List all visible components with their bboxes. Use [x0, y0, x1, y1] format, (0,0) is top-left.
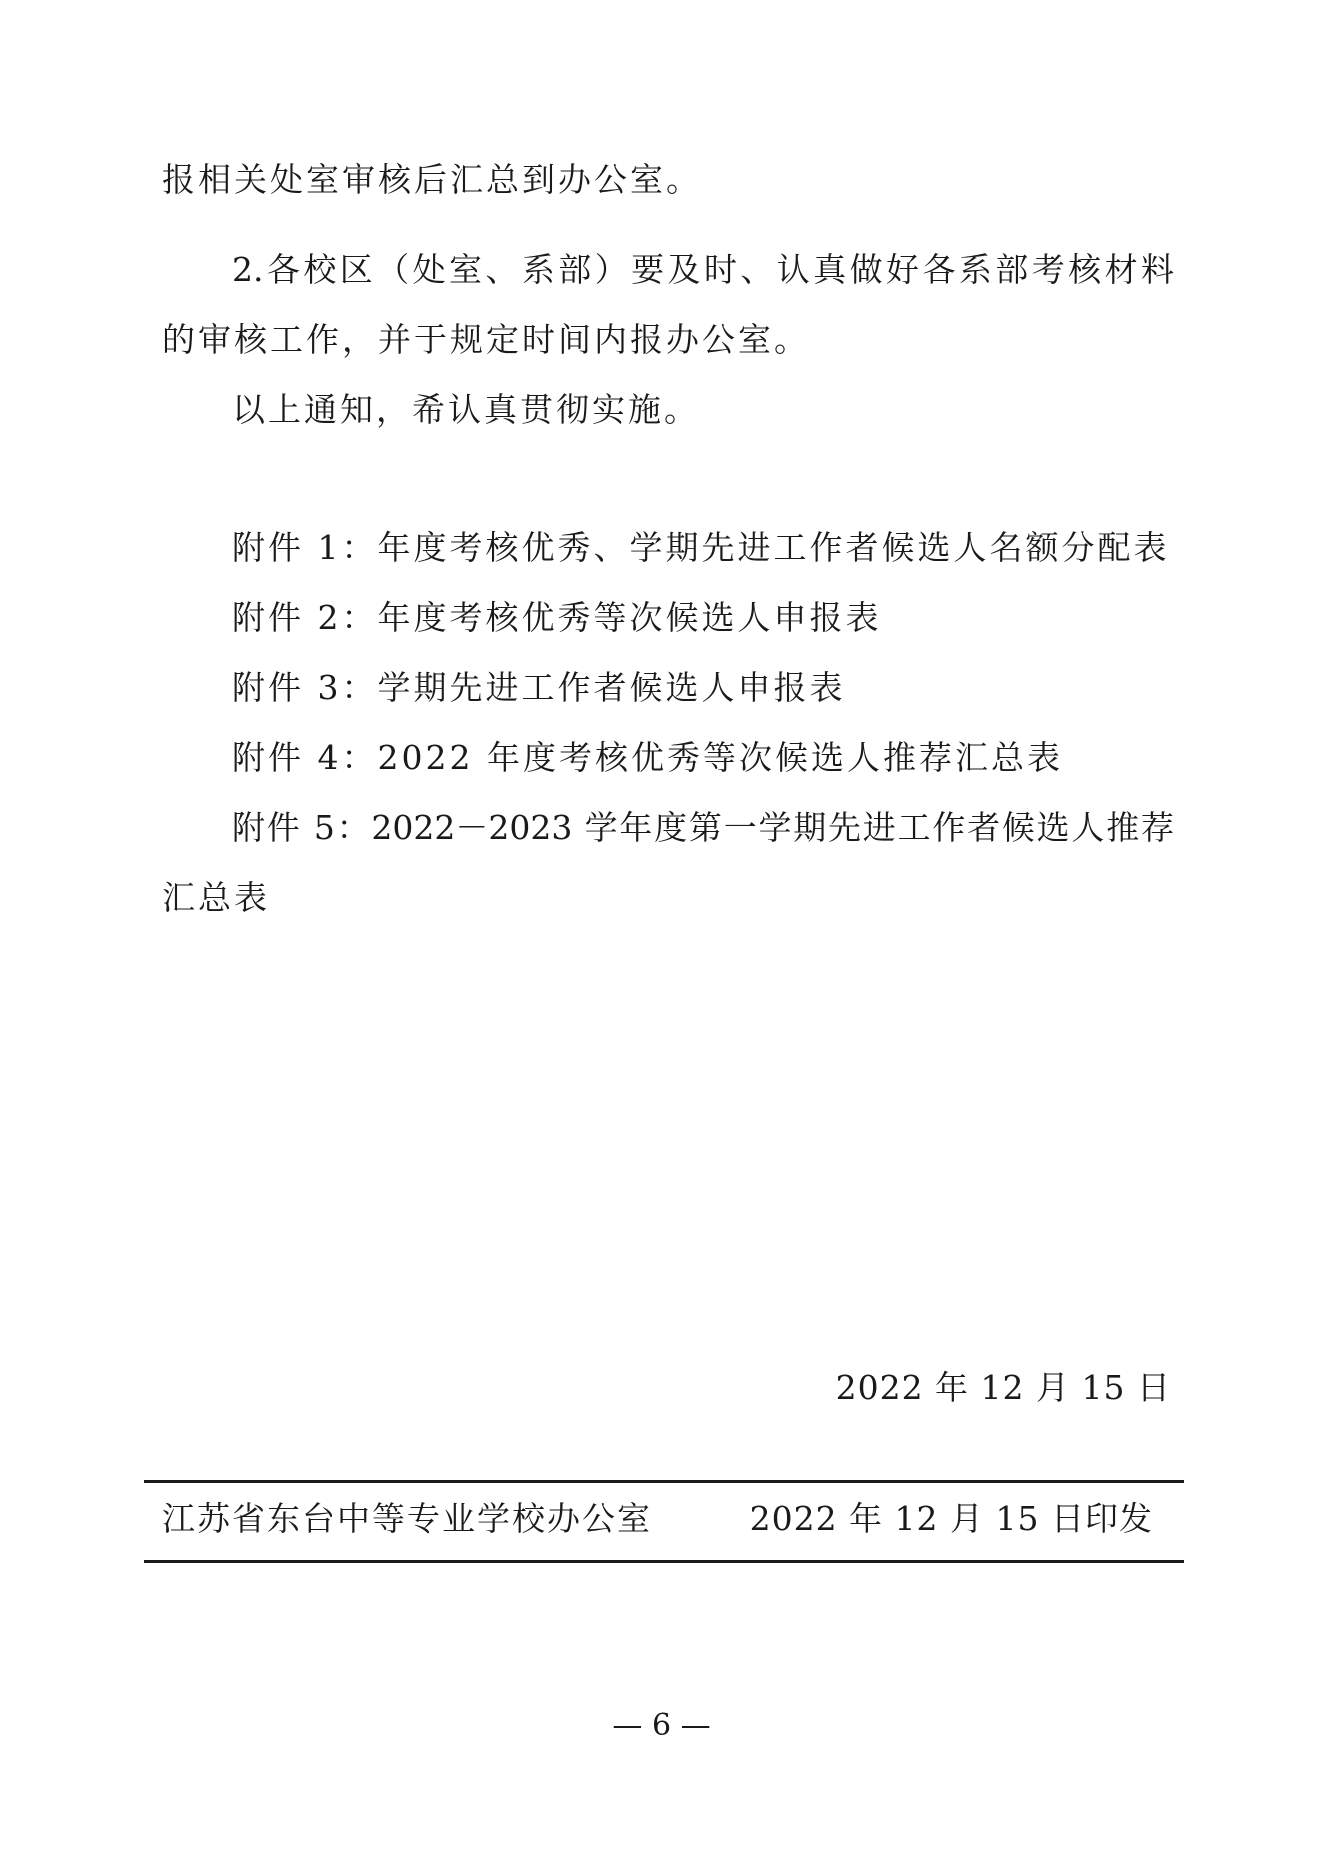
- issue-date: 2022 年 12 月 15 日印发: [749, 1499, 1153, 1538]
- footer-bottom-rule: [144, 1560, 1184, 1563]
- issuing-office: 江苏省东台中等专业学校办公室: [162, 1499, 652, 1538]
- document-date: 2022 年 12 月 15 日: [835, 1368, 1171, 1407]
- footer-top-rule: [144, 1480, 1184, 1483]
- attachment-3: 附件 3：学期先进工作者候选人申报表: [232, 668, 846, 707]
- attachment-4: 附件 4：2022 年度考核优秀等次候选人推荐汇总表: [232, 738, 1063, 777]
- attachment-2: 附件 2：年度考核优秀等次候选人申报表: [232, 598, 882, 637]
- paragraph-item-2-line-1: 2.各校区（处室、系部）要及时、认真做好各系部考核材料: [232, 250, 1174, 289]
- attachment-5-line-2: 汇总表: [162, 878, 270, 917]
- attachment-1: 附件 1：年度考核优秀、学期先进工作者候选人名额分配表: [232, 528, 1170, 567]
- page-number: — 6 —: [612, 1708, 711, 1743]
- paragraph-continuation: 报相关处室审核后汇总到办公室。: [162, 160, 702, 199]
- closing-sentence: 以上通知，希认真贯彻实施。: [232, 390, 700, 429]
- attachment-5-line-1: 附件 5：2022－2023 学年度第一学期先进工作者候选人推荐: [232, 808, 1174, 847]
- paragraph-item-2-line-2: 的审核工作，并于规定时间内报办公室。: [162, 320, 810, 359]
